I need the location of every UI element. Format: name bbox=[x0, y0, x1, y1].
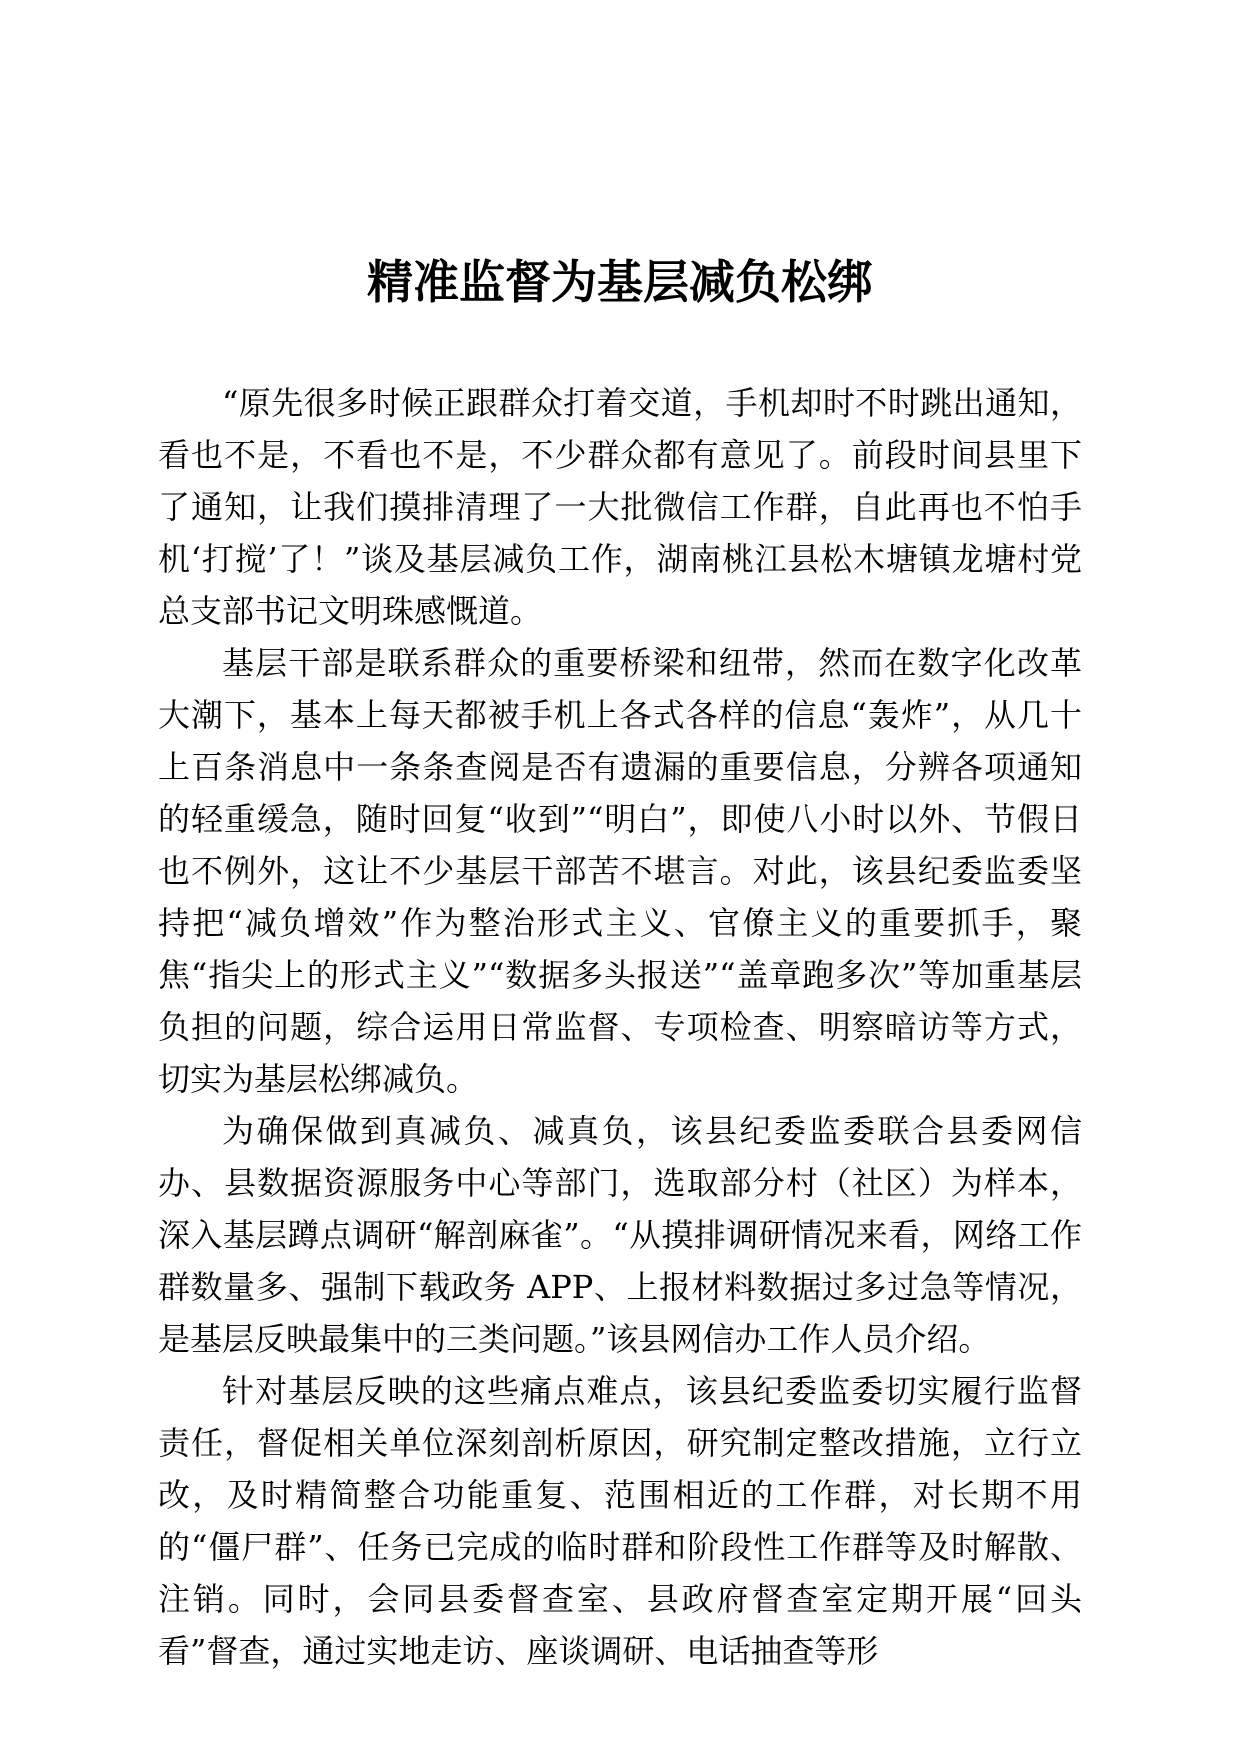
document-title: 精准监督为基层减负松绑 bbox=[367, 255, 873, 309]
paragraph-2: 基层干部是联系群众的重要桥梁和纽带，然而在数字化改革大潮下，基本上每天都被手机上各式各样的信息“轰炸”，从几十上百条消息中一条条查阅是否有遗漏的重要信息，分辨各项通知的轻重缓急，随时回复“收到”“明白”，即使八小时以外、节假日也不例外，这让不少基层干部苦不堪言。对此，该县纪委监委坚持把“减负增效”作为整治形式主义、官僚主义的重要抓手，聚焦“指尖上的形式主义”“数据多头报送”“盖章跑多次”等加重基层负担的问题，综合运用日常监督、专项检查、明察暗访等方式，切实为基层松绑减负。 bbox=[158, 644, 1082, 1098]
document-body bbox=[158, 377, 1082, 1677]
paragraph-1: “原先很多时候正跟群众打着交道，手机却时不时跳出通知，看也不是，不看也不是，不少群众都有意见了。前段时间县里下了通知，让我们摸排清理了一大批微信工作群，自此再也不怕手机‘打搅’了！”谈及基层减负工作，湖南桃江县松木塘镇龙塘村党总支部书记文明珠感慨道。 bbox=[158, 384, 1082, 630]
paragraph-4: 针对基层反映的这些痛点难点，该县纪委监委切实履行监督责任，督促相关单位深刻剖析原因，研究制定整改措施，立行立改，及时精简整合功能重复、范围相近的工作群，对长期不用的“僵尸群”、任务已完成的临时群和阶段性工作群等及时解散、注销。同时，会同县委督查室、县政府督查室定期开展“回头看”督查，通过实地走访、座谈调研、电话抽查等形 bbox=[158, 1372, 1082, 1670]
paragraph-3: 为确保做到真减负、减真负，该县纪委监委联合县委网信办、县数据资源服务中心等部门，选取部分村（社区）为样本，深入基层蹲点调研“解剖麻雀”。“从摸排调研情况来看，网络工作群数量多、强制下载政务 APP、上报材料数据过多过急等情况，是基层反映最集中的三类问题。”该县网信办工作人员介绍。 bbox=[158, 1112, 1082, 1358]
